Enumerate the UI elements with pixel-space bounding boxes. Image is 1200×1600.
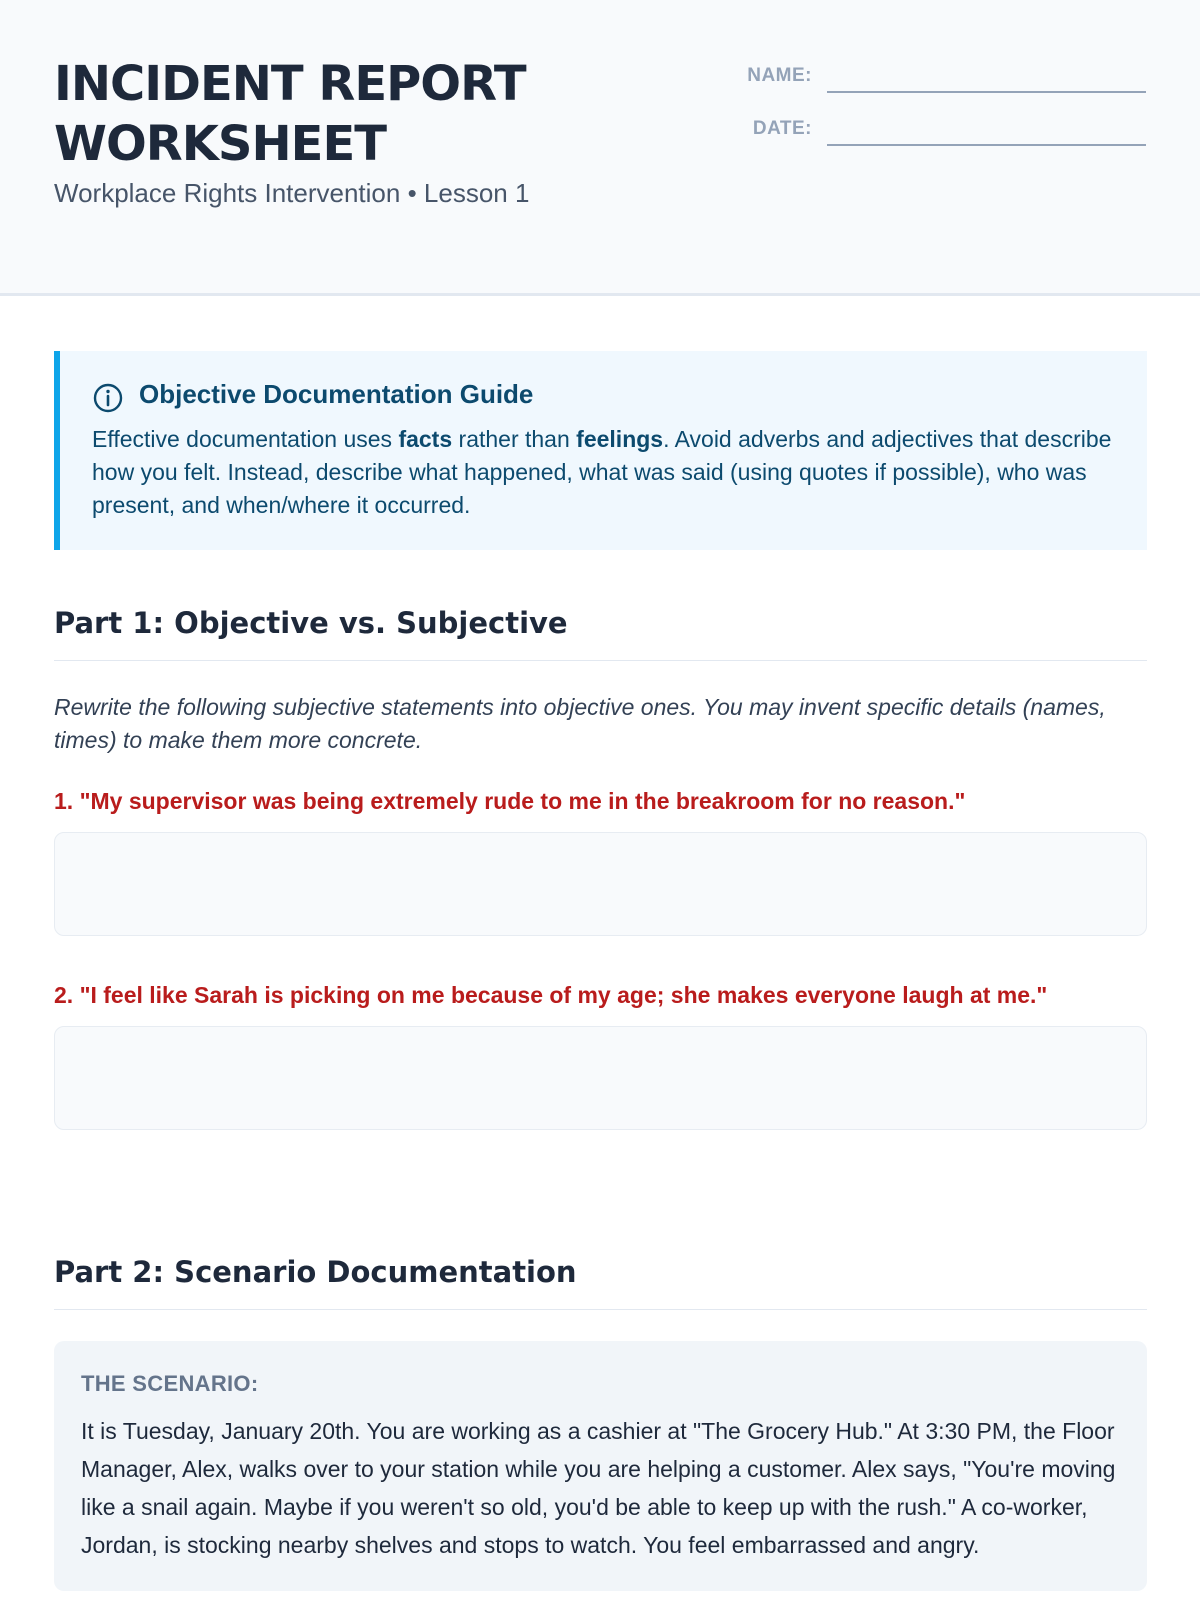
guide-text: Effective documentation uses facts rather than feelings. Avoid adverbs and adjectives that describe how you felt. Instead, describe what happened, what was said (using quotes if possible), who was present, and when/where it occurred.	[92, 426, 1112, 518]
scenario-box	[54, 1341, 1147, 1591]
scenario-label: THE SCENARIO:	[81, 1371, 259, 1396]
part1-instructions: Rewrite the following subjective statements into objective ones. You may invent specific details (names, times) to make them more concrete.	[54, 694, 1106, 753]
question-2: 2. "I feel like Sarah is picking on me because of my age; she makes everyone laugh at me."	[54, 982, 1048, 1008]
part1-heading: Part 1: Objective vs. Subjective	[54, 606, 1147, 661]
question-1: 1. "My supervisor was being extremely rude to me in the breakroom for no reason."	[54, 788, 966, 814]
answer-box-1[interactable]	[54, 832, 1147, 936]
date-field[interactable]	[827, 144, 1146, 146]
part2-heading: Part 2: Scenario Documentation	[54, 1255, 1147, 1310]
page-subtitle: Workplace Rights Intervention • Lesson 1	[54, 178, 530, 208]
emphasis-facts: facts	[398, 426, 453, 452]
date-field-row	[740, 112, 1146, 152]
name-label: NAME:	[747, 65, 812, 86]
emphasis-feelings: feelings	[576, 426, 664, 452]
worksheet-header	[0, 0, 1200, 296]
answer-box-2[interactable]	[54, 1026, 1147, 1130]
guide-title: Objective Documentation Guide	[139, 379, 534, 409]
date-label: DATE:	[752, 118, 812, 139]
documentation-guide-callout	[54, 351, 1147, 550]
name-field[interactable]	[827, 91, 1146, 93]
scenario-text: It is Tuesday, January 20th. You are working as a cashier at "The Grocery Hub." At 3:30 PM, the Floor Manager, Alex, walks over to your station while you are helping a customer. Alex says, "You're moving like a snail again. Maybe if you weren't so old, you'd be able to keep up with the rush." A co-worker, Jordan, is stocking nearby shelves and stops to watch. You feel embarrassed and angry.	[81, 1418, 1116, 1558]
page-title: INCIDENT REPORT WORKSHEET	[54, 56, 526, 172]
name-field-row	[740, 59, 1146, 99]
info-icon	[92, 382, 124, 414]
